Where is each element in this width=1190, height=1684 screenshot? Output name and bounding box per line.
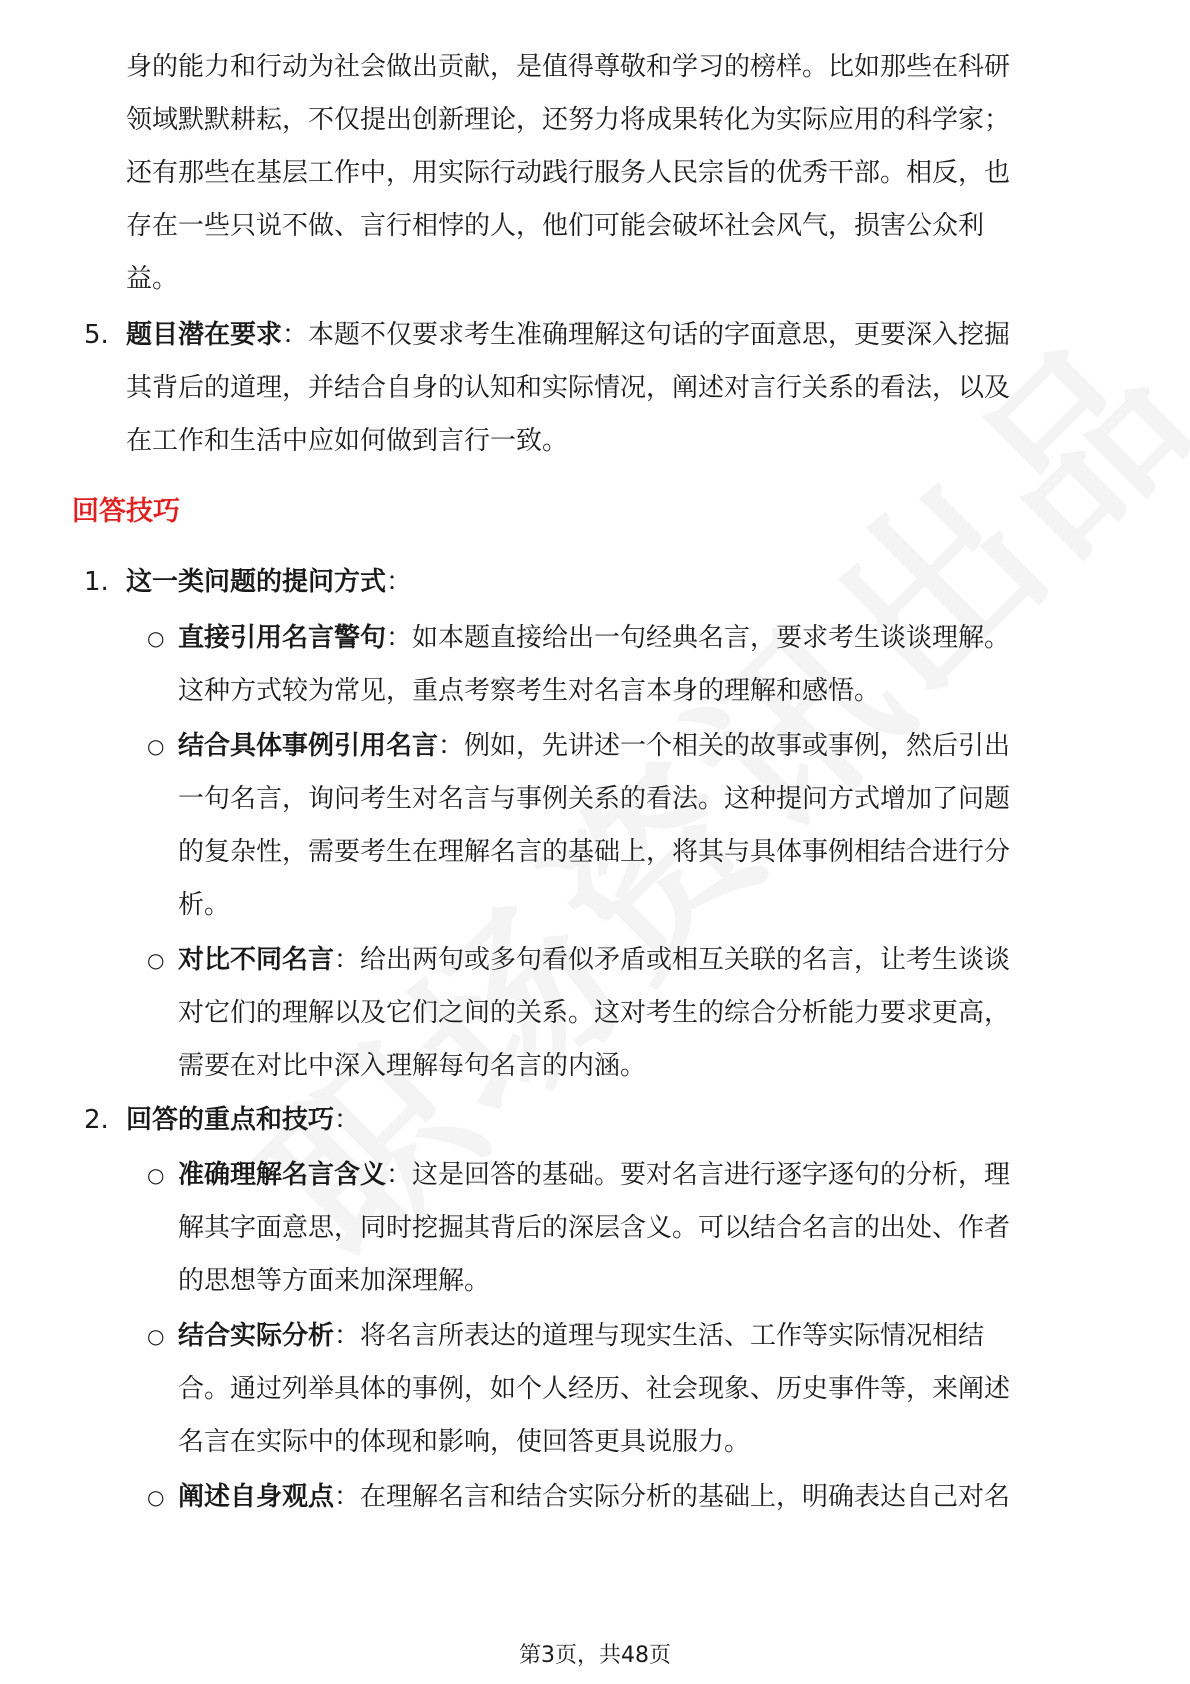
bullet-term: 直接引用名言警句 — [178, 623, 387, 653]
bullet-line: 的复杂性，需要考生在理解名言的基础上，将其与具体事例相结合进行分 — [178, 837, 1011, 867]
bullet-line: 一句名言，询问考生对名言与事例关系的看法。这种提问方式增加了问题 — [178, 784, 1011, 814]
bullet-line: 析。 — [178, 890, 231, 920]
list-item-line: 在工作和生活中应如何做到言行一致。 — [126, 426, 569, 456]
paragraph-line: 领域默默耕耘，不仅提出创新理论，还努力将成果转化为实际应用的科学家； — [126, 105, 1011, 135]
bullet-line: 解其字面意思，同时挖掘其背后的深层含义。可以结合名言的出处、作者 — [178, 1213, 1011, 1243]
list-item-line — [126, 318, 1010, 352]
paragraph-line: 身的能力和行动为社会做出贡献，是值得尊敬和学习的榜样。比如那些在科研 — [126, 52, 1011, 82]
list-heading — [126, 565, 412, 599]
list-number: 5. — [84, 320, 109, 350]
bullet-text: ：例如，先讲述一个相关的故事或事例，然后引出 — [438, 731, 1011, 761]
list-item-term: 题目潜在要求 — [126, 320, 283, 350]
list-heading-text: 这一类问题的提问方式 — [126, 567, 387, 597]
bullet-line — [178, 943, 1010, 977]
bullet-term: 结合具体事例引用名言 — [178, 731, 439, 761]
section-title: 回答技巧 — [72, 496, 180, 527]
list-heading-text: 回答的重点和技巧 — [126, 1105, 335, 1135]
list-item-text: ：本题不仅要求考生准确理解这句话的字面意思，更要深入挖掘 — [282, 320, 1011, 350]
bullet-circle-icon: ○ — [147, 1163, 165, 1187]
paragraph-line: 存在一些只说不做、言行相悖的人，他们可能会破坏社会风气，损害公众利 — [126, 211, 985, 241]
page-number-footer: 第3页，共48页 — [519, 1643, 671, 1668]
bullet-line: 对它们的理解以及它们之间的关系。这对考生的综合分析能力要求更高， — [178, 998, 1011, 1028]
list-number: 1. — [84, 567, 109, 597]
paragraph-line: 益。 — [126, 264, 179, 294]
bullet-circle-icon: ○ — [147, 734, 165, 758]
bullet-term: 结合实际分析 — [178, 1321, 335, 1351]
bullet-line: 合。通过列举具体的事例，如个人经历、社会现象、历史事件等，来阐述 — [178, 1374, 1011, 1404]
bullet-line — [178, 729, 1010, 763]
bullet-term: 对比不同名言 — [178, 945, 335, 975]
paragraph-line: 还有那些在基层工作中，用实际行动践行服务人民宗旨的优秀干部。相反，也 — [126, 158, 1011, 188]
list-heading-colon: ： — [334, 1105, 361, 1135]
bullet-term: 阐述自身观点 — [178, 1482, 335, 1512]
bullet-text: ：如本题直接给出一句经典名言，要求考生谈谈理解。 — [386, 623, 1011, 653]
bullet-line: 需要在对比中深入理解每句名言的内涵。 — [178, 1051, 647, 1081]
bullet-term: 准确理解名言含义 — [178, 1160, 387, 1190]
list-heading — [126, 1103, 360, 1137]
bullet-line — [178, 1480, 1010, 1514]
bullet-circle-icon: ○ — [147, 626, 165, 650]
bullet-line: 名言在实际中的体现和影响，使回答更具说服力。 — [178, 1427, 751, 1457]
bullet-line — [178, 1319, 984, 1353]
bullet-line — [178, 1158, 1010, 1192]
list-number: 2. — [84, 1105, 109, 1135]
bullet-circle-icon: ○ — [147, 948, 165, 972]
bullet-text: ：在理解名言和结合实际分析的基础上，明确表达自己对名 — [334, 1482, 1011, 1512]
list-heading-colon: ： — [386, 567, 413, 597]
bullet-circle-icon: ○ — [147, 1324, 165, 1348]
bullet-circle-icon: ○ — [147, 1485, 165, 1509]
bullet-line: 的思想等方面来加深理解。 — [178, 1266, 491, 1296]
bullet-text: ：给出两句或多句看似矛盾或相互关联的名言，让考生谈谈 — [334, 945, 1011, 975]
bullet-text: ：这是回答的基础。要对名言进行逐字逐句的分析，理 — [386, 1160, 1011, 1190]
bullet-text: ：将名言所表达的道理与现实生活、工作等实际情况相结 — [334, 1321, 985, 1351]
bullet-line: 这种方式较为常见，重点考察考生对名言本身的理解和感悟。 — [178, 676, 881, 706]
bullet-line — [178, 621, 1010, 655]
list-item-line: 其背后的道理，并结合自身的认知和实际情况，阐述对言行关系的看法，以及 — [126, 373, 1011, 403]
